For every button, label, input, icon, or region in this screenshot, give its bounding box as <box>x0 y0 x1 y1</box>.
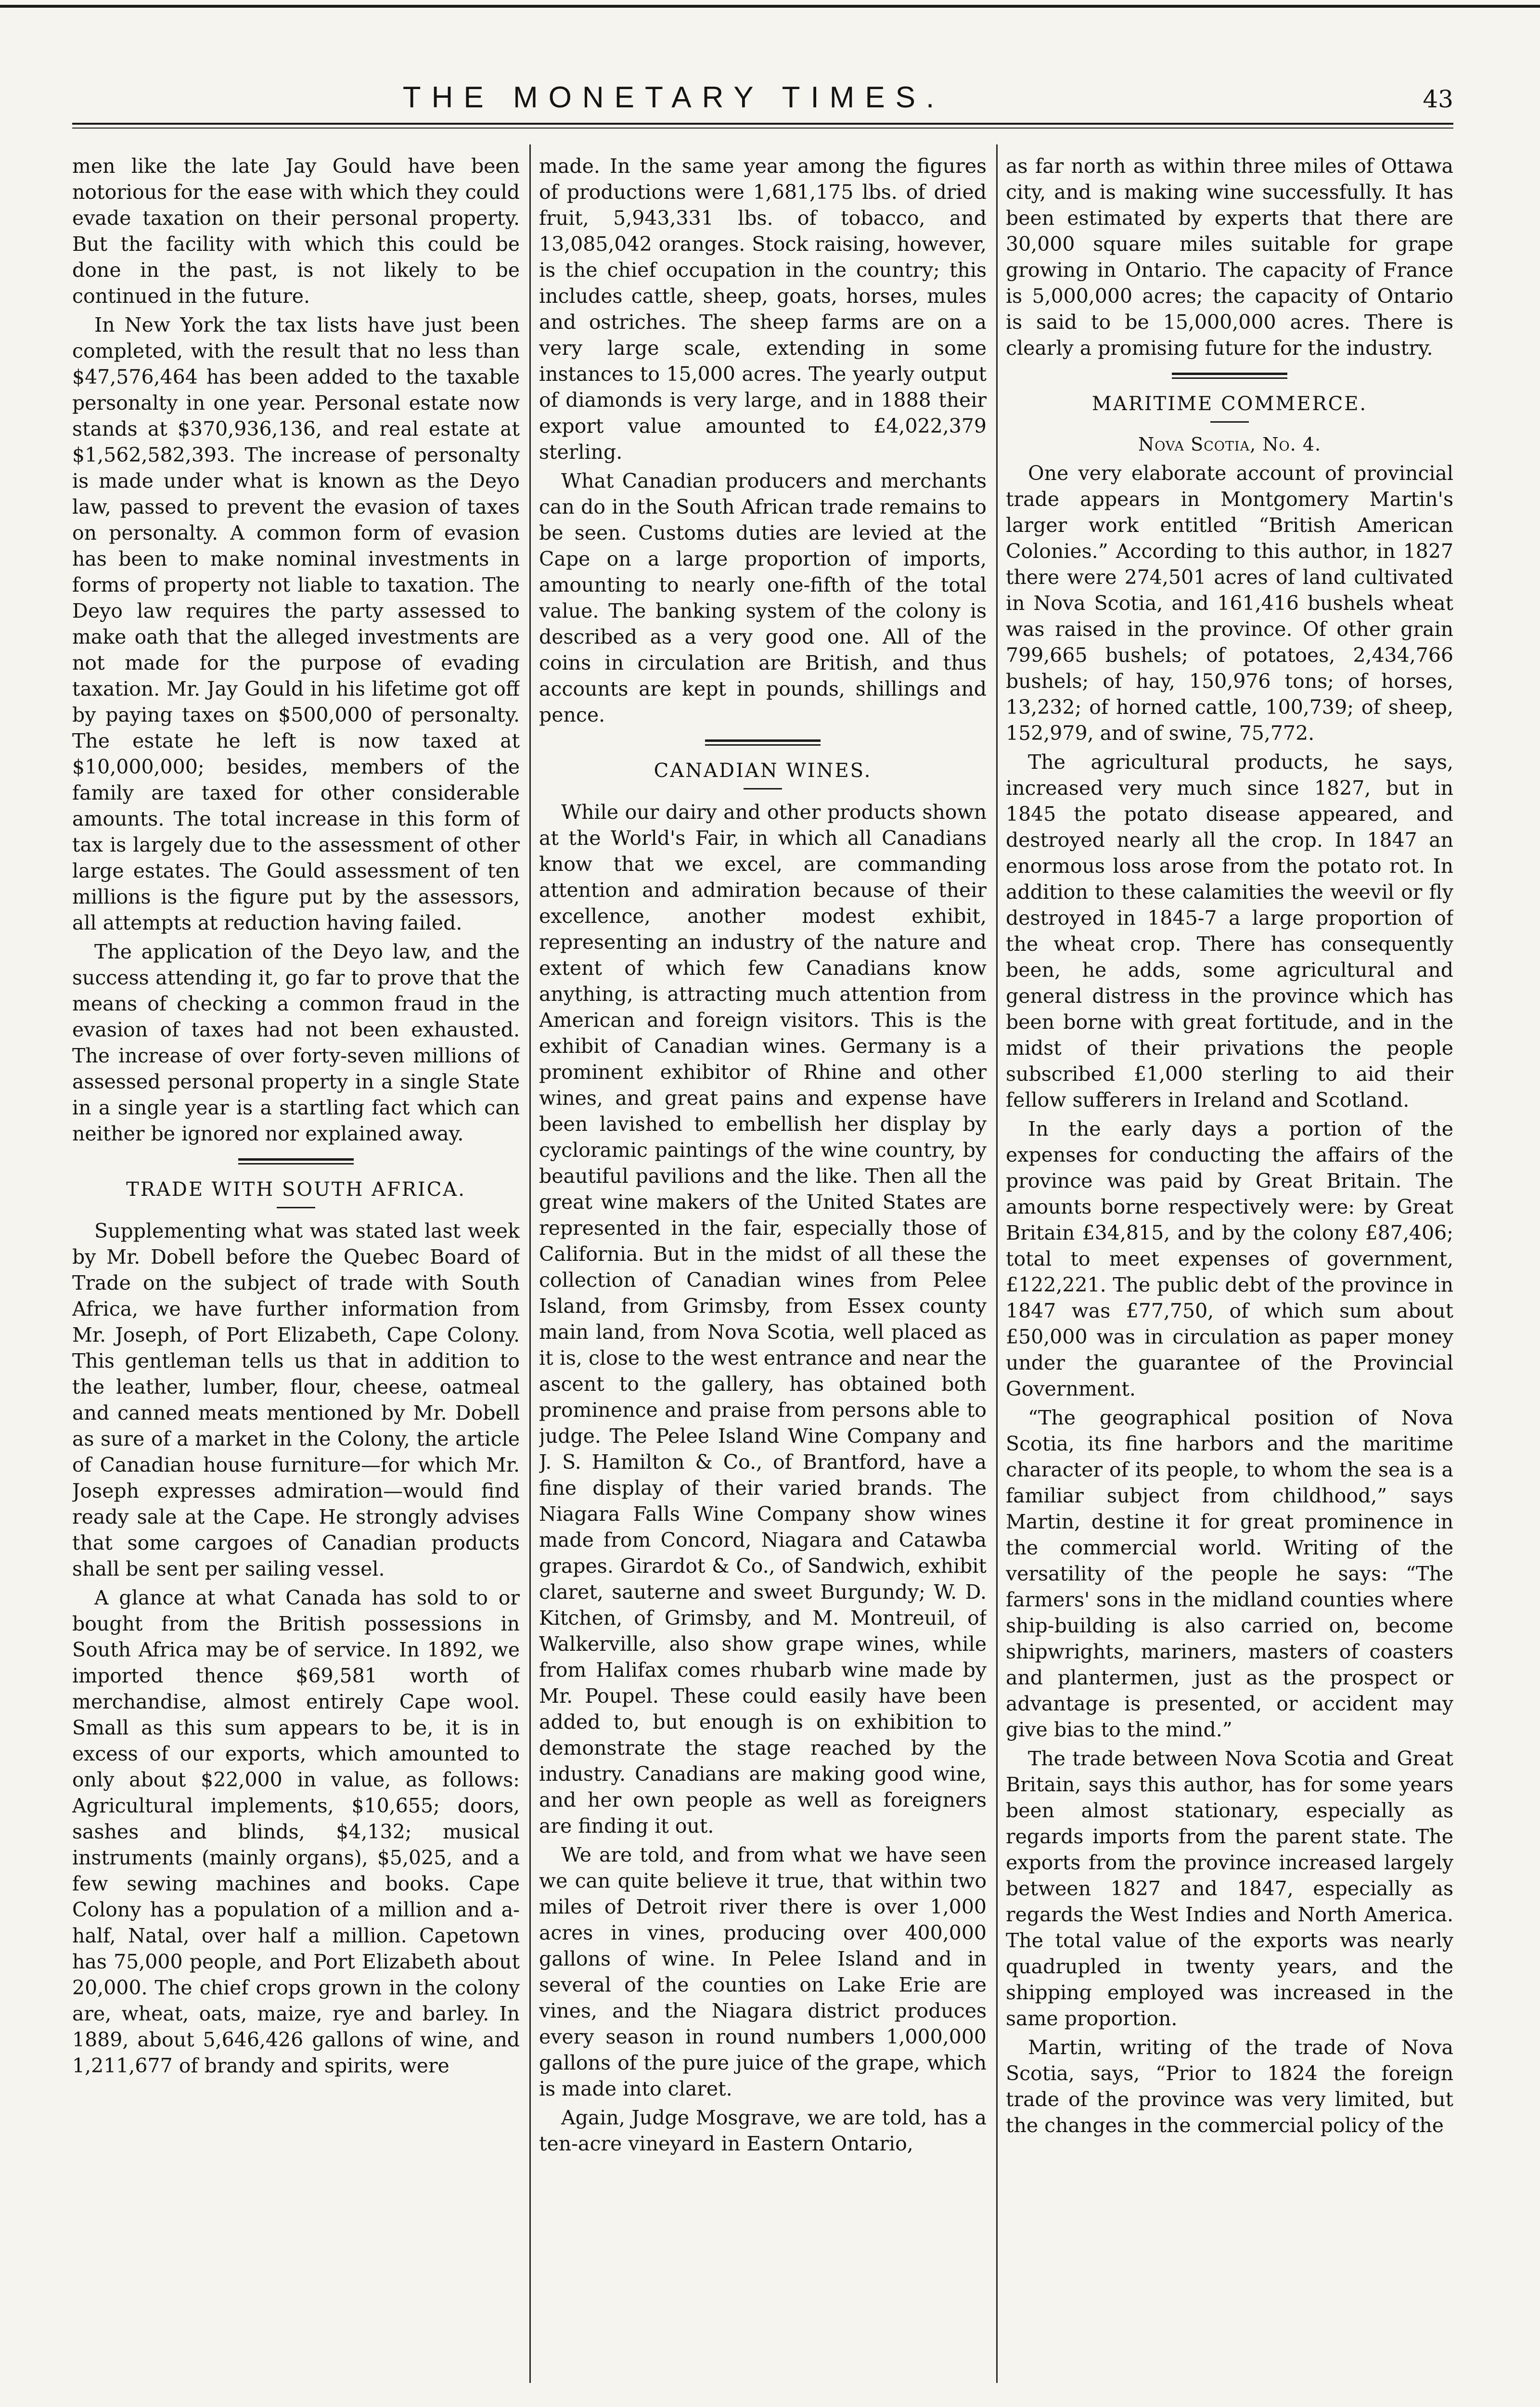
article-paragraph: In the early days a portion of the expenses for conducting the affairs of the province was paid by Great Britain. The amounts borne respectively were: by Great Britain £34,815, and by the colony £87,406; total to meet expenses of government, £122,221. The public debt of the province in 1847 was £77,750, of which sum about £50,000 was in circulation as paper money under the guarantee of the Provincial Government. <box>1006 1117 1453 1400</box>
article-paragraph: “The geographical position of Nova Scotia, its fine harbors and the maritime character of its people, to whom the sea is a familiar subject from childhood,” says Martin, destine it for great prominence in the commercial world. Writing of the versatility of the people he says: “The farmers' sons in the midland counties where ship-building is also carried on, become shipwrights, mariners, masters of coasters and plantermen, just as the prospect or advantage is presented, or accident may give bias to the mind.” <box>1006 1406 1453 1741</box>
article-paragraph: made. In the same year among the figures of productions were 1,681,175 lbs. of dried fruit, 5,943,331 lbs. of tobacco, and 13,085,042 oranges. Stock raising, however, is the chief occupation in the country; this includes cattle, sheep, goats, horses, mules and ostriches. The sheep farms are on a very large scale, extending in some instances to 15,000 acres. The yearly output of diamonds is very large, and in 1888 their export value amounted to £4,022,379 sterling. <box>539 155 987 464</box>
heading-underline <box>277 1207 315 1208</box>
separator-line <box>705 744 821 746</box>
running-title: THE MONETARY TIMES. <box>402 81 945 114</box>
article-heading: CANADIAN WINES. <box>654 760 872 782</box>
column-2 <box>539 153 987 2387</box>
article-paragraph: One very elaborate account of provincial trade appears in Montgomery Martin's larger work entitled “British American Colonies.” According to this author, in 1827 there were 274,501 acres of land cultivated in Nova Scotia, and 161,416 bushels wheat was raised in the province. Of other grain 799,665 bushels; of potatoes, 2,434,766 bushels; of hay, 150,976 tons; of horses, 13,232; of horned cattle, 100,739; of sheep, 152,979, and of swine, 75,772. <box>1006 462 1453 745</box>
article-paragraph: Supplementing what was stated last week by Mr. Dobell before the Quebec Board of Trade on the subject of trade with South Africa, we have further information from Mr. Joseph, of Port Elizabeth, Cape Colony. This gentleman tells us that in addition to the leather, lumber, flour, cheese, oatmeal and canned meats mentioned by Mr. Dobell as sure of a market in the Colony, the article of Canadian house furniture—for which Mr. Joseph expresses admiration—would find ready sale at the Cape. He strongly advises that some cargoes of Canadian products shall be sent per sailing vessel. <box>72 1219 520 1580</box>
section-separator <box>238 1158 354 1165</box>
section-separator <box>1172 373 1287 379</box>
article-paragraph: The application of the Deyo law, and the success attending it, go far to prove that the means of checking a common fraud in the evasion of taxes had not been exhausted. The increase of over forty-seven millions of assessed personal property in a single State in a single year is a startling fact which can neither be ignored nor explained away. <box>72 940 520 1145</box>
heading-underline <box>744 788 782 789</box>
article-paragraph: We are told, and from what we have seen we can quite believe it true, that within two miles of Detroit river there is over 1,000 acres in vines, producing over 400,000 gallons of wine. In Pelee Island and in several of the counties on Lake Erie are vines, and the Niagara district produces every season in round numbers 1,000,000 gallons of the pure juice of the grape, which is made into claret. <box>539 1843 987 2100</box>
column-divider <box>529 144 531 2383</box>
header-rule-thin <box>72 128 1453 129</box>
top-rule <box>0 5 1540 8</box>
separator-line <box>1172 373 1287 375</box>
separator-line <box>1172 377 1287 379</box>
article-paragraph: The agricultural products, he says, increased very much since 1827, but in 1845 the potato disease appeared, and destroyed nearly all the crop. In 1847 an enormous loss arose from the potato rot. In addition to these calamities the weevil or fly destroyed in 1845-7 a large proportion of the wheat crop. There has consequently been, he adds, some agricultural and general distress in the province which has been borne with great fortitude, and in the midst of their privations the people subscribed £1,000 sterling to aid their fellow sufferers in Ireland and Scotland. <box>1006 751 1453 1112</box>
article-paragraph: as far north as within three miles of Ottawa city, and is making wine successfully. It has been estimated by experts that there are 30,000 square miles suitable for grape growing in Ontario. The capacity of France is 5,000,000 acres; the capacity of Ontario is said to be 15,000,000 acres. There is clearly a promising future for the industry. <box>1006 155 1453 360</box>
article-subheading: Nova Scotia, No. 4. <box>1138 434 1322 455</box>
page-number: 43 <box>1423 85 1453 113</box>
section-separator <box>705 739 821 746</box>
heading-underline <box>1210 421 1249 423</box>
article-paragraph: What Canadian producers and merchants can do in the South African trade remains to be seen. Customs duties are levied at the Cape on a large proportion of imports, amounting to nearly one-fifth of the total value. The banking system of the colony is described as a very good one. All of the coins in circulation are British, and thus accounts are kept in pounds, shillings and pence. <box>539 469 987 726</box>
article-paragraph: Again, Judge Mosgrave, we are told, has a ten-acre vineyard in Eastern Ontario, <box>539 2106 987 2155</box>
column-divider <box>996 144 998 2383</box>
column-1 <box>72 153 520 2387</box>
separator-line <box>238 1158 354 1161</box>
article-paragraph: Martin, writing of the trade of Nova Scotia, says, “Prior to 1824 the foreign trade of the province was very limited, but the changes in the commercial policy of the <box>1006 2036 1453 2137</box>
separator-line <box>238 1163 354 1165</box>
article-paragraph: A glance at what Canada has sold to or bought from the British possessions in South Africa may be of service. In 1892, we imported thence $69,581 worth of merchandise, almost entirely Cape wool. Small as this sum appears to be, it is in excess of our exports, which amounted to only about $22,000 in value, as follows: Agricultural implements, $10,655; doors, sashes and blinds, $4,132; musical instruments (mainly organs), $5,025, and a few sewing machines and books. Cape Colony has a population of a million and a-half, Natal, over half a million. Capetown has 75,000 people, and Port Elizabeth about 20,000. The chief crops grown in the colony are, wheat, oats, maize, rye and barley. In 1889, about 5,646,426 gallons of wine, and 1,211,677 of brandy and spirits, were <box>72 1586 520 2077</box>
article-paragraph: In New York the tax lists have just been completed, with the result that no less than $47,576,464 has been added to the taxable personalty in one year. Personal estate now stands at $370,936,136, and real estate at $1,562,582,393. The increase of personalty is made under what is known as the Deyo law, passed to prevent the evasion of taxes on personalty. A common form of evasion has been to make nominal investments in forms of property not liable to taxation. The Deyo law requires the party assessed to make oath that the alleged investments are not made for the purpose of evading taxation. Mr. Jay Gould in his lifetime got off by paying taxes on $500,000 of personalty. The estate he left is now taxed at $10,000,000; besides, members of the family are taxed for other considerable amounts. The total increase in this form of tax is largely due to the assessment of other large estates. The Gould assessment of ten millions is the figure put by the assessors, all attempts at reduction having failed. <box>72 313 520 934</box>
article-paragraph: The trade between Nova Scotia and Great Britain, says this author, has for some years been almost stationary, especially as regards imports from the parent state. The exports from the province increased largely between 1827 and 1847, especially as regards the West Indies and North America. The total value of the exports was nearly quadrupled in twenty years, and the shipping employed was increased in the same proportion. <box>1006 1747 1453 2030</box>
header-rule <box>72 123 1453 125</box>
article-heading: MARITIME COMMERCE. <box>1091 393 1368 415</box>
masthead <box>0 0 1540 144</box>
article-heading: TRADE WITH SOUTH AFRICA. <box>126 1178 466 1201</box>
column-3 <box>1006 153 1453 2387</box>
separator-line <box>705 739 821 742</box>
article-paragraph: men like the late Jay Gould have been notorious for the ease with which they could evade taxation on their personal property. But the facility with which this could be done in the past, is not likely to be continued in the future. <box>72 155 520 308</box>
article-paragraph: While our dairy and other products shown at the World's Fair, in which all Canadians know that we excel, are commanding attention and admiration because of their excellence, another modest exhibit, representing an industry of the nature and extent of which few Canadians know anything, is attracting much attention from American and foreign visitors. This is the exhibit of Canadian wines. Germany is a prominent exhibitor of Rhine and other wines, and great pains and expense have been lavished to embellish her display by cycloramic paintings of the wine country, by beautiful pavilions and the like. Then all the great wine makers of the United States are represented in the fair, especially those of California. But in the midst of all these the collection of Canadian wines from Pelee Island, from Grimsby, from Essex county main land, from Nova Scotia, well placed as it is, close to the west entrance and near the ascent to the gallery, has obtained both prominence and praise from persons able to judge. The Pelee Island Wine Company and J. S. Hamilton & Co., of Brantford, have a fine display of their varied brands. The Niagara Falls Wine Company show wines made from Concord, Niagara and Catawba grapes. Girardot & Co., of Sandwich, exhibit claret, sauterne and sweet Burgundy; W. D. Kitchen, of Grimsby, and M. Montreuil, of Walkerville, also show grape wines, while from Halifax comes rhubarb wine made by Mr. Poupel. These could easily have been added to, but enough is on exhibition to demonstrate the stage reached by the industry. Canadians are making good wine, and her own people as well as foreigners are finding it out. <box>539 801 987 1838</box>
